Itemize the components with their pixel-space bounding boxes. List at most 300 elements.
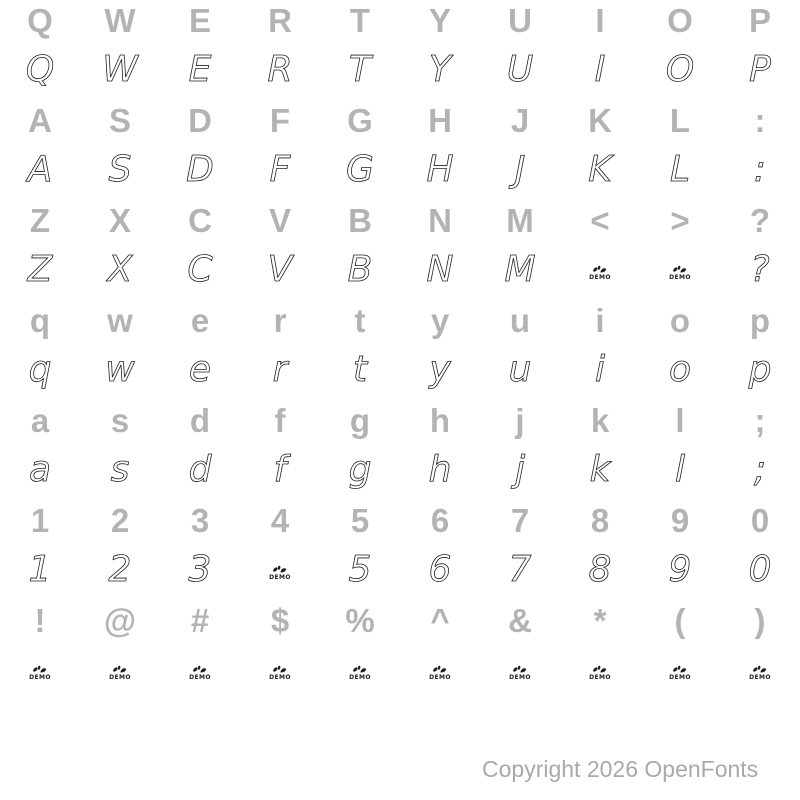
glyph-cell	[400, 395, 480, 445]
glyph-cell	[720, 45, 800, 95]
glyph-cell	[160, 595, 240, 645]
glyph-cell	[320, 45, 400, 95]
glyph-char: k	[589, 449, 611, 490]
glyph-cell	[320, 195, 400, 245]
glyph-cell	[640, 395, 720, 445]
glyph-cell	[240, 245, 320, 295]
glyph-cell	[480, 645, 560, 695]
splash-icon	[672, 665, 687, 674]
glyph-char: C	[188, 201, 212, 239]
glyph-char: f	[273, 449, 287, 490]
glyph-char: 1	[28, 549, 52, 590]
glyph-char: *	[593, 601, 607, 639]
glyph-char: ;	[753, 449, 767, 490]
glyph-cell	[640, 45, 720, 95]
glyph-cell	[320, 295, 400, 345]
glyph-char: F	[269, 149, 291, 190]
glyph-char: T	[349, 49, 371, 90]
glyph-char: <	[590, 201, 610, 239]
glyph-char: D	[188, 101, 212, 139]
splash-icon	[272, 565, 287, 574]
glyph-cell	[400, 245, 480, 295]
glyph-cell	[320, 95, 400, 145]
glyph-cell	[240, 95, 320, 145]
glyph-char: X	[108, 201, 131, 239]
glyph-cell	[480, 195, 560, 245]
glyph-char: K	[588, 101, 612, 139]
glyph-cell	[80, 395, 160, 445]
glyph-char: G	[346, 149, 374, 190]
glyph-cell	[640, 0, 720, 45]
glyph-cell	[240, 495, 320, 545]
glyph-cell	[240, 195, 320, 245]
glyph-char: !	[34, 601, 46, 639]
glyph-cell	[560, 595, 640, 645]
demo-placeholder-glyph	[269, 665, 291, 681]
glyph-char: u	[508, 349, 532, 390]
glyph-char: f	[274, 401, 286, 439]
glyph-char: V	[267, 249, 293, 290]
splash-icon	[752, 665, 767, 674]
glyph-char: B	[348, 201, 372, 239]
glyph-cell	[240, 295, 320, 345]
glyph-char: J	[514, 149, 526, 190]
glyph-cell	[160, 295, 240, 345]
demo-placeholder-glyph	[429, 665, 451, 681]
glyph-cell	[160, 445, 240, 495]
glyph-char: M	[506, 201, 534, 239]
splash-icon	[512, 665, 527, 674]
glyph-row-3	[0, 95, 800, 145]
glyph-char: e	[188, 349, 212, 390]
glyph-char: Y	[429, 49, 451, 90]
glyph-char: r	[272, 349, 288, 390]
glyph-char: >	[670, 201, 690, 239]
glyph-char: a	[28, 449, 52, 490]
glyph-char: M	[504, 249, 536, 290]
glyph-cell	[320, 495, 400, 545]
glyph-cell	[400, 345, 480, 395]
glyph-row-13	[0, 595, 800, 645]
demo-placeholder-glyph	[189, 665, 211, 681]
glyph-cell	[80, 145, 160, 195]
glyph-cell	[400, 595, 480, 645]
glyph-char: G	[347, 101, 373, 139]
glyph-cell	[640, 145, 720, 195]
glyph-cell	[0, 295, 80, 345]
splash-icon	[672, 265, 687, 274]
glyph-cell	[560, 245, 640, 295]
demo-label: DEMO	[509, 674, 531, 681]
glyph-char: s	[110, 449, 130, 490]
glyph-char: A	[28, 101, 52, 139]
glyph-char: s	[110, 401, 130, 439]
glyph-char: N	[426, 249, 454, 290]
glyph-cell	[240, 395, 320, 445]
glyph-char: q	[28, 349, 52, 390]
demo-placeholder-glyph	[589, 265, 611, 281]
glyph-char: %	[345, 601, 375, 639]
glyph-row-6	[0, 245, 800, 295]
glyph-row-5	[0, 195, 800, 245]
glyph-char: &	[508, 601, 532, 639]
glyph-char: w	[105, 349, 135, 390]
glyph-row-14	[0, 645, 800, 695]
glyph-char: 9	[670, 501, 690, 539]
glyph-cell	[80, 195, 160, 245]
glyph-cell	[0, 45, 80, 95]
glyph-char: 4	[270, 501, 290, 539]
glyph-cell	[80, 45, 160, 95]
glyph-char: i	[594, 349, 605, 390]
glyph-cell	[400, 0, 480, 45]
glyph-char: I	[594, 49, 606, 90]
glyph-cell	[720, 495, 800, 545]
glyph-char: L	[669, 149, 691, 190]
glyph-cell	[400, 145, 480, 195]
glyph-char: S	[108, 101, 131, 139]
glyph-char: I	[595, 1, 605, 39]
glyph-char: ^	[430, 601, 450, 639]
glyph-cell	[240, 595, 320, 645]
glyph-char: E	[188, 1, 211, 39]
glyph-cell	[400, 295, 480, 345]
glyph-char: 3	[188, 549, 212, 590]
glyph-cell	[640, 645, 720, 695]
glyph-cell	[480, 395, 560, 445]
glyph-char: i	[595, 301, 605, 339]
glyph-char: W	[104, 1, 136, 39]
glyph-cell	[480, 245, 560, 295]
glyph-row-7	[0, 295, 800, 345]
glyph-cell	[400, 445, 480, 495]
glyph-cell	[640, 95, 720, 145]
glyph-cell	[480, 595, 560, 645]
glyph-cell	[720, 445, 800, 495]
demo-label: DEMO	[429, 674, 451, 681]
glyph-cell	[320, 395, 400, 445]
glyph-cell	[400, 645, 480, 695]
glyph-char: D	[186, 149, 214, 190]
demo-placeholder-glyph	[749, 665, 771, 681]
glyph-cell	[80, 545, 160, 595]
glyph-cell	[80, 0, 160, 45]
glyph-cell	[80, 495, 160, 545]
demo-label: DEMO	[349, 674, 371, 681]
glyph-char: 8	[588, 549, 612, 590]
demo-placeholder-glyph	[269, 565, 291, 581]
glyph-char: h	[429, 401, 451, 439]
glyph-cell	[560, 95, 640, 145]
splash-icon	[272, 665, 287, 674]
glyph-char: r	[273, 301, 287, 339]
glyph-char: g	[348, 449, 372, 490]
glyph-cell	[560, 0, 640, 45]
glyph-row-2	[0, 45, 800, 95]
glyph-cell	[480, 545, 560, 595]
glyph-cell	[0, 595, 80, 645]
glyph-row-1	[0, 0, 800, 45]
demo-placeholder-glyph	[349, 665, 371, 681]
glyph-char: @	[103, 601, 137, 639]
glyph-cell	[560, 445, 640, 495]
glyph-char: H	[428, 101, 452, 139]
glyph-cell	[560, 195, 640, 245]
glyph-cell	[480, 145, 560, 195]
glyph-char: :	[754, 101, 766, 139]
glyph-row-12	[0, 545, 800, 595]
glyph-cell	[640, 295, 720, 345]
glyph-cell	[480, 45, 560, 95]
copyright-text: Copyright 2026 OpenFonts	[482, 756, 759, 782]
glyph-char: 1	[30, 501, 50, 539]
glyph-char: h	[428, 449, 452, 490]
glyph-cell	[720, 245, 800, 295]
glyph-cell	[720, 295, 800, 345]
glyph-cell	[480, 0, 560, 45]
glyph-char: t	[352, 349, 368, 390]
glyph-cell	[480, 495, 560, 545]
glyph-cell	[240, 645, 320, 695]
glyph-char: w	[107, 301, 133, 339]
glyph-cell	[640, 445, 720, 495]
glyph-cell	[400, 45, 480, 95]
glyph-cell	[240, 145, 320, 195]
glyph-char: d	[188, 449, 212, 490]
glyph-cell	[480, 95, 560, 145]
glyph-cell	[560, 145, 640, 195]
glyph-cell	[640, 545, 720, 595]
glyph-cell	[80, 645, 160, 695]
glyph-cell	[320, 145, 400, 195]
glyph-row-9	[0, 395, 800, 445]
glyph-char: O	[665, 49, 695, 90]
glyph-char: 8	[590, 501, 610, 539]
demo-placeholder-glyph	[589, 665, 611, 681]
glyph-char: R	[268, 1, 292, 39]
glyph-cell	[240, 45, 320, 95]
glyph-cell	[720, 645, 800, 695]
glyph-cell	[80, 345, 160, 395]
glyph-cell	[240, 345, 320, 395]
glyph-char: H	[426, 149, 454, 190]
splash-icon	[432, 665, 447, 674]
glyph-char: X	[107, 249, 133, 290]
glyph-cell	[720, 195, 800, 245]
demo-label: DEMO	[669, 674, 691, 681]
glyph-cell	[0, 245, 80, 295]
glyph-char: o	[669, 301, 691, 339]
glyph-cell	[720, 545, 800, 595]
glyph-cell	[720, 0, 800, 45]
glyph-cell	[400, 545, 480, 595]
glyph-char: 7	[510, 501, 530, 539]
glyph-cell	[80, 595, 160, 645]
glyph-cell	[0, 195, 80, 245]
glyph-cell	[160, 145, 240, 195]
glyph-char: l	[674, 449, 685, 490]
glyph-char: W	[102, 49, 138, 90]
glyph-char: 6	[428, 549, 452, 590]
glyph-cell	[640, 345, 720, 395]
glyph-cell	[0, 95, 80, 145]
glyph-char: V	[268, 201, 291, 239]
demo-label: DEMO	[189, 674, 211, 681]
glyph-cell	[0, 345, 80, 395]
glyph-char: p	[748, 349, 772, 390]
glyph-cell	[320, 245, 400, 295]
glyph-cell	[160, 95, 240, 145]
glyph-char: j	[514, 449, 525, 490]
glyph-char: #	[190, 601, 210, 639]
glyph-char: g	[349, 401, 371, 439]
glyph-cell	[480, 295, 560, 345]
glyph-char: 0	[748, 549, 772, 590]
demo-label: DEMO	[269, 674, 291, 681]
glyph-cell	[720, 95, 800, 145]
glyph-char: u	[509, 301, 531, 339]
glyph-char: Z	[27, 249, 53, 290]
glyph-cell	[240, 445, 320, 495]
glyph-char: t	[354, 301, 366, 339]
glyph-char: e	[190, 301, 210, 339]
glyph-char: (	[674, 601, 686, 639]
glyph-char: y	[429, 349, 451, 390]
glyph-char: B	[347, 249, 373, 290]
glyph-char: ?	[749, 201, 771, 239]
demo-placeholder-glyph	[29, 665, 51, 681]
glyph-cell	[560, 545, 640, 595]
glyph-cell	[320, 545, 400, 595]
glyph-char: U	[508, 1, 532, 39]
glyph-row-8	[0, 345, 800, 395]
demo-placeholder-glyph	[509, 665, 531, 681]
glyph-char: P	[748, 1, 771, 39]
glyph-cell	[0, 495, 80, 545]
glyph-cell	[400, 495, 480, 545]
glyph-char: p	[749, 301, 771, 339]
glyph-char: Y	[428, 1, 451, 39]
glyph-cell	[0, 445, 80, 495]
glyph-char: a	[30, 401, 50, 439]
glyph-cell	[640, 595, 720, 645]
splash-icon	[592, 665, 607, 674]
glyph-char: ;	[754, 401, 766, 439]
glyph-char: 2	[108, 549, 132, 590]
glyph-char: )	[754, 601, 766, 639]
glyph-cell	[560, 645, 640, 695]
glyph-cell	[0, 145, 80, 195]
glyph-cell	[0, 0, 80, 45]
glyph-char: N	[428, 201, 452, 239]
glyph-cell	[320, 0, 400, 45]
splash-icon	[112, 665, 127, 674]
glyph-cell	[160, 645, 240, 695]
glyph-row-11	[0, 495, 800, 545]
glyph-cell	[720, 395, 800, 445]
glyph-char: 5	[350, 501, 370, 539]
demo-label: DEMO	[749, 674, 771, 681]
glyph-cell	[480, 345, 560, 395]
glyph-char: Q	[27, 1, 53, 39]
glyph-char: q	[29, 301, 51, 339]
glyph-cell	[160, 45, 240, 95]
glyph-char: 3	[190, 501, 210, 539]
glyph-char: R	[267, 49, 293, 90]
splash-icon	[592, 265, 607, 274]
glyph-char: P	[749, 49, 771, 90]
glyph-cell	[320, 345, 400, 395]
glyph-cell	[640, 195, 720, 245]
glyph-char: Z	[29, 201, 51, 239]
demo-label: DEMO	[669, 274, 691, 281]
glyph-cell	[80, 295, 160, 345]
glyph-char: 5	[348, 549, 372, 590]
glyph-char: K	[588, 149, 612, 190]
glyph-cell	[160, 545, 240, 595]
glyph-char: d	[189, 401, 211, 439]
glyph-cell	[560, 345, 640, 395]
glyph-char: 0	[750, 501, 770, 539]
demo-label: DEMO	[589, 674, 611, 681]
glyph-char: T	[349, 1, 371, 39]
glyph-cell	[720, 595, 800, 645]
glyph-char: Q	[25, 49, 55, 90]
glyph-char: l	[675, 401, 685, 439]
demo-placeholder-glyph	[669, 665, 691, 681]
demo-label: DEMO	[29, 674, 51, 681]
glyph-cell	[240, 0, 320, 45]
glyph-cell	[160, 0, 240, 45]
glyph-cell	[320, 595, 400, 645]
glyph-char: ?	[750, 249, 770, 290]
glyph-cell	[720, 145, 800, 195]
glyph-cell	[400, 195, 480, 245]
glyph-cell	[160, 245, 240, 295]
glyph-cell	[0, 395, 80, 445]
glyph-cell	[400, 95, 480, 145]
splash-icon	[32, 665, 47, 674]
glyph-char: S	[108, 149, 132, 190]
demo-label: DEMO	[109, 674, 131, 681]
splash-icon	[192, 665, 207, 674]
glyph-char: j	[515, 401, 525, 439]
glyph-char: $	[270, 601, 290, 639]
glyph-char: 6	[430, 501, 450, 539]
glyph-cell	[480, 445, 560, 495]
glyph-cell	[80, 245, 160, 295]
glyph-row-4	[0, 145, 800, 195]
glyph-cell	[320, 645, 400, 695]
glyph-cell	[640, 495, 720, 545]
glyph-cell	[160, 345, 240, 395]
glyph-cell	[560, 295, 640, 345]
glyph-char: 7	[508, 549, 532, 590]
glyph-cell	[0, 645, 80, 695]
splash-icon	[352, 665, 367, 674]
glyph-char: J	[510, 101, 530, 139]
glyph-char: :	[753, 149, 767, 190]
glyph-char: C	[187, 249, 213, 290]
glyph-char: F	[269, 101, 291, 139]
glyph-char: o	[668, 349, 692, 390]
glyph-char: O	[667, 1, 693, 39]
glyph-cell	[560, 395, 640, 445]
glyph-cell	[560, 45, 640, 95]
glyph-cell	[80, 95, 160, 145]
glyph-cell	[560, 495, 640, 545]
glyph-cell	[80, 445, 160, 495]
